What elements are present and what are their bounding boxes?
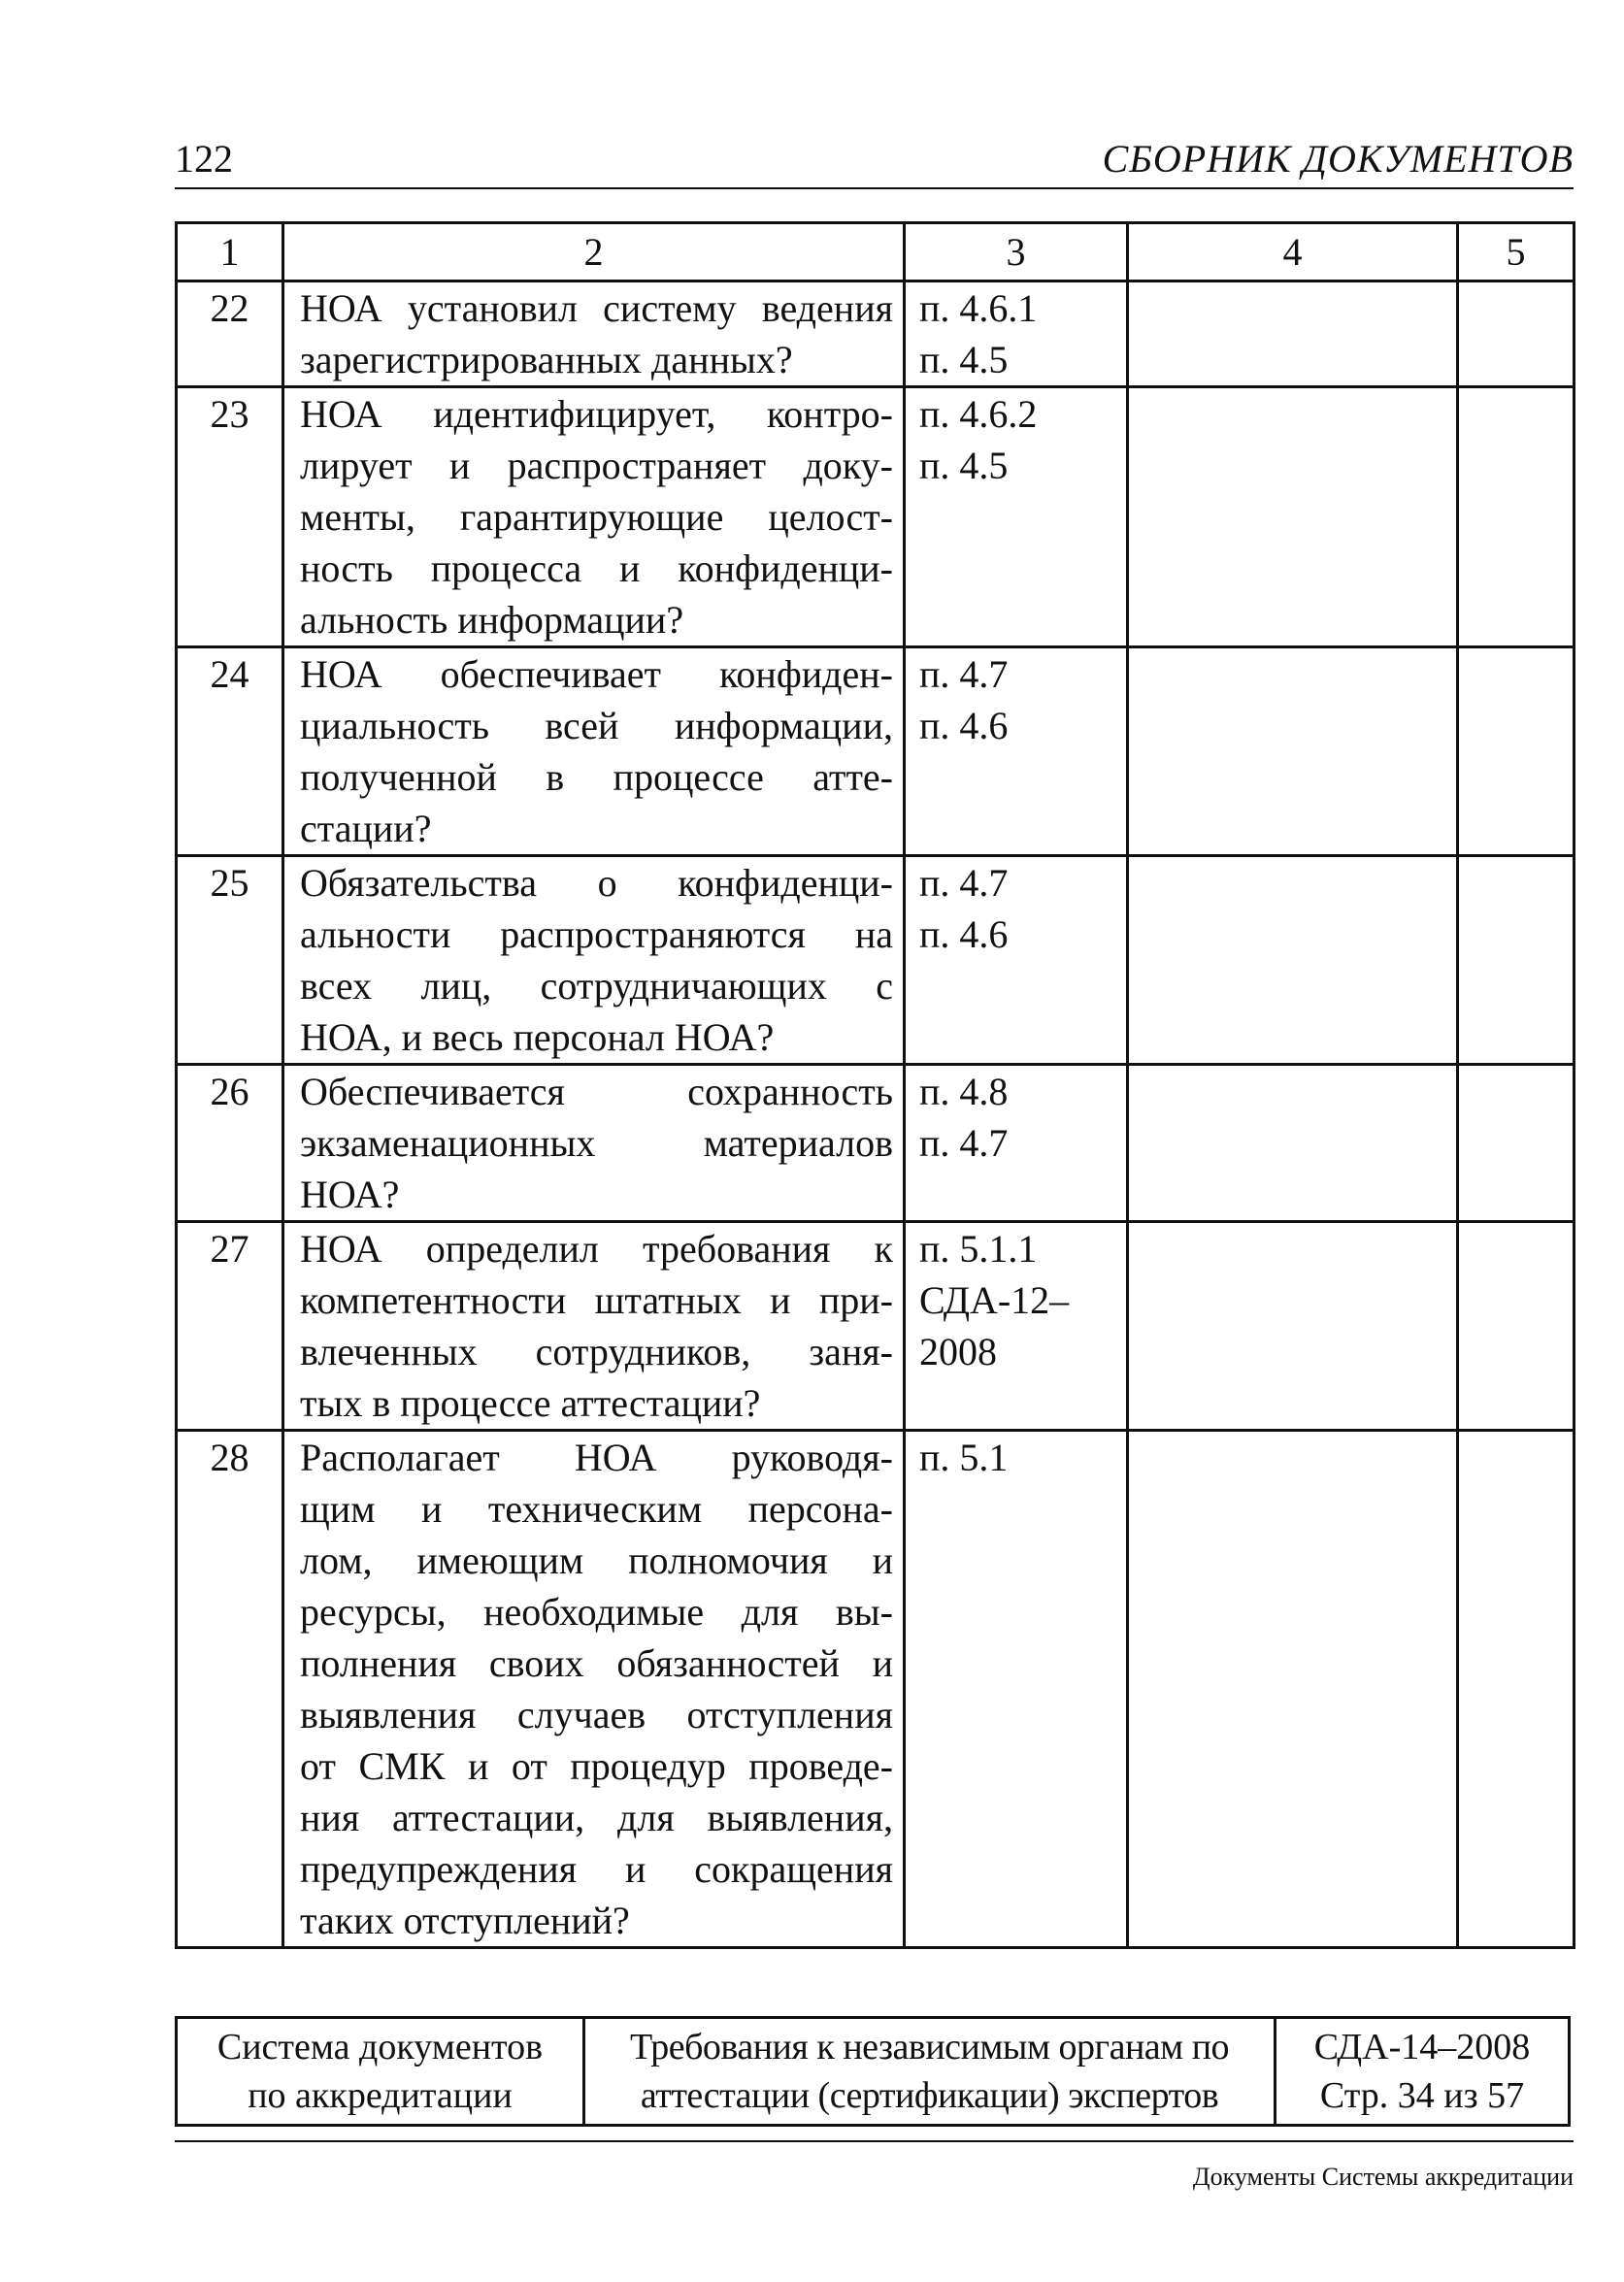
question-line: лом, имеющим полномочия и [300, 1538, 893, 1582]
question-line: от СМК и от процедур проведе- [300, 1744, 893, 1788]
question-line: менты, гарантирующие целост- [300, 495, 893, 539]
empty-cell-col4 [1128, 1222, 1458, 1431]
question-line: НОА идентифицирует, контро- [300, 392, 893, 436]
column-header: 5 [1458, 223, 1574, 281]
question-line: предупреждения и сокращения [300, 1847, 893, 1891]
empty-cell-col5 [1458, 387, 1574, 647]
row-number: 23 [177, 387, 283, 647]
document-system-cell [177, 2018, 584, 2126]
reference-cell [905, 281, 1128, 387]
question-line: НОА? [300, 1173, 400, 1216]
reference-line: п. 4.6.2 [919, 392, 1038, 436]
question-line: зарегистрированных данных? [300, 338, 793, 381]
document-title-line: аттестации (сертификации) экспертов [640, 2075, 1219, 2116]
reference-cell [905, 1222, 1128, 1431]
document-title-line: Требования к независимым органам по [629, 2027, 1230, 2067]
question-line: щим и техническим персона- [300, 1487, 893, 1531]
header-rule [175, 187, 1574, 189]
reference-line: п. 4.6 [919, 704, 1009, 747]
reference-line: п. 4.5 [919, 444, 1009, 487]
question-line: тых в процессе аттестации? [300, 1381, 761, 1425]
table-header-row [177, 223, 1574, 281]
document-code-cell [1276, 2018, 1570, 2126]
empty-cell-col4 [1128, 856, 1458, 1065]
question-line: НОА, и весь персонал НОА? [300, 1015, 775, 1059]
question-cell [283, 281, 905, 387]
row-number: 24 [177, 647, 283, 856]
table-row [177, 856, 1574, 1065]
reference-line: СДА-12– [919, 1278, 1070, 1322]
question-line: выявления случаев отступления [300, 1693, 893, 1736]
question-cell [283, 1065, 905, 1222]
question-line: экзаменационных материалов [300, 1121, 893, 1165]
table-row [177, 1065, 1574, 1222]
question-line: компетентности штатных и при- [300, 1278, 893, 1322]
table-row [177, 1431, 1574, 1948]
reference-line: п. 4.6.1 [919, 286, 1038, 330]
row-number: 25 [177, 856, 283, 1065]
empty-cell-col5 [1458, 281, 1574, 387]
question-line: лирует и распространяет доку- [300, 444, 893, 487]
question-line: НОА определил требования к [300, 1227, 893, 1271]
empty-cell-col5 [1458, 1431, 1574, 1948]
row-number: 27 [177, 1222, 283, 1431]
reference-line: 2008 [919, 1330, 997, 1373]
reference-line: п. 5.1 [919, 1436, 1009, 1479]
reference-cell [905, 647, 1128, 856]
question-line: циальность всей информации, [300, 704, 893, 747]
document-page-info: Стр. 34 из 57 [1319, 2075, 1525, 2116]
empty-cell-col5 [1458, 856, 1574, 1065]
reference-line: п. 4.7 [919, 652, 1009, 696]
book-title: СБОРНИК ДОКУМЕНТОВ [1102, 137, 1574, 181]
reference-line: п. 4.5 [919, 338, 1009, 381]
question-cell [283, 647, 905, 856]
row-number: 28 [177, 1431, 283, 1948]
table-row [177, 281, 1574, 387]
question-line: полнения своих обязанностей и [300, 1641, 893, 1685]
question-line: полученной в процессе атте- [300, 755, 893, 799]
question-cell [283, 1431, 905, 1948]
reference-line: п. 4.6 [919, 912, 1009, 956]
table-row [177, 387, 1574, 647]
question-line: ресурсы, необходимые для вы- [300, 1590, 893, 1634]
reference-cell [905, 1065, 1128, 1222]
question-line: НОА установил систему ведения [300, 286, 893, 330]
question-cell [283, 387, 905, 647]
question-cell [283, 1222, 905, 1431]
question-line: НОА обеспечивает конфиден- [300, 652, 893, 696]
reference-cell [905, 856, 1128, 1065]
document-system-line: по аккредитации [248, 2075, 513, 2116]
column-header: 2 [283, 223, 905, 281]
checklist-table [175, 221, 1575, 1949]
empty-cell-col4 [1128, 281, 1458, 387]
page-number: 122 [175, 137, 233, 181]
table-row [177, 1222, 1574, 1431]
reference-cell [905, 387, 1128, 647]
question-line: Обеспечивается сохранность [300, 1070, 893, 1113]
question-line: ния аттестации, для выявления, [300, 1796, 893, 1839]
empty-cell-col5 [1458, 1065, 1574, 1222]
question-line: Располагает НОА руководя- [300, 1436, 893, 1479]
document-system-line: Система документов [216, 2027, 544, 2067]
reference-line: п. 4.7 [919, 861, 1009, 905]
empty-cell-col4 [1128, 387, 1458, 647]
question-line: влеченных сотрудников, заня- [300, 1330, 893, 1373]
reference-line: п. 5.1.1 [919, 1227, 1038, 1271]
table-row [177, 647, 1574, 856]
column-header: 4 [1128, 223, 1458, 281]
empty-cell-col5 [1458, 1222, 1574, 1431]
question-line: всех лиц, сотрудничающих с [300, 964, 893, 1008]
empty-cell-col5 [1458, 647, 1574, 856]
column-header: 3 [905, 223, 1128, 281]
document-title-cell [584, 2018, 1276, 2126]
question-cell [283, 856, 905, 1065]
column-header: 1 [177, 223, 283, 281]
question-line: ность процесса и конфиденци- [300, 546, 893, 590]
reference-cell [905, 1431, 1128, 1948]
document-info-row [177, 2018, 1570, 2126]
row-number: 22 [177, 281, 283, 387]
document-info-block [175, 2016, 1571, 2127]
empty-cell-col4 [1128, 1065, 1458, 1222]
question-line: таких отступлений? [300, 1899, 630, 1942]
empty-cell-col4 [1128, 647, 1458, 856]
empty-cell-col4 [1128, 1431, 1458, 1948]
document-code: СДА-14–2008 [1313, 2027, 1531, 2067]
reference-line: п. 4.8 [919, 1070, 1009, 1113]
question-line: альности распространяются на [300, 912, 893, 956]
reference-line: п. 4.7 [919, 1121, 1009, 1165]
question-line: Обязательства о конфиденци- [300, 861, 893, 905]
collection-name: Документы Системы аккредитации [1192, 2163, 1574, 2191]
row-number: 26 [177, 1065, 283, 1222]
bottom-rule [175, 2140, 1574, 2142]
question-line: альность информации? [300, 598, 684, 642]
checklist-table-body [177, 223, 1574, 1948]
question-line: стации? [300, 807, 432, 850]
